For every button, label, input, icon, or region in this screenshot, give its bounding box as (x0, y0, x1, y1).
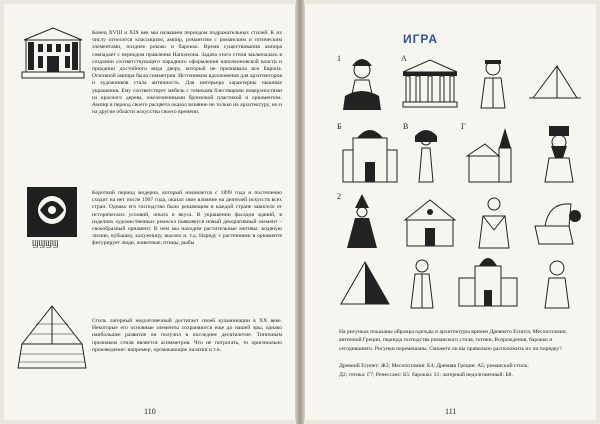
romanesque-church-illustration (401, 196, 459, 248)
camp-style-paragraph: Стиль лагерный недолговечный достигает своей кульминации в XX веке. Некоторые его основные элементы сохраняются еще до нашей эры, однако наибольшее развитие он получил в последнее десятилетие. Типичным признаком стиля является асимметрия. Что не потрогать, то оригинально произведение: например, промокающие палатки и т.п. (92, 318, 282, 353)
art-nouveau-ornament-illustration (26, 186, 78, 248)
answers-line-1: Древний Египет: Ж3; Месопотамия: Е4; Древняя Греция: А5; романский стиль: (339, 363, 529, 369)
illus-label: В (403, 122, 409, 131)
renaissance-lady-illustration (473, 194, 515, 250)
illus-label: Б (337, 122, 342, 131)
baroque-palace-illustration (455, 250, 521, 308)
empire-style-paragraph: Конец XVIII и XIX век мы называем периодом подражательных стилей. К их числу относятся классицизм, ампир, романтизм с романским и готическим элементами, позднее рококо и барокко. Время существования ампира совпадает с периодом правления Наполеона. Задача этого стиля заключалась в создании соответствующего парадного оформления наполеоновской власти и придании достойного вида двору, который не признавала вся Европа. Основной ампира была симметрия. Источником вдохновения для архитекторов и художников стала античность. Для интерьера характерны пышные украшения. Ему соответствует мебель с темными блестящими поверхностями из красного дерева, ожелезненными бронзовой пластикой и орнаментом. Ампир в период своего расцвета оказал влияние не только на архитектуру, но и на другие области искусства своего времени. (92, 30, 282, 116)
book-gutter (296, 0, 304, 424)
pyramid-illustration (339, 258, 391, 308)
art-nouveau-paragraph: Короткий период модерна, который начинается с 1899 года и постепенно сходит на нет после 1907 года, оказал свое влияние на деятелей искусств всех стран. Однако его господство было решающим в каждой стране зависело от исторических условий, опыта и вкуса. В украшении фасадов зданий, в изделиях художественных ремесел появляется новый декоративный элемент – своеобразный орнамент. В нем мы находим растительные мотивы: водяную лилию, кубышку, калужницу, высоко н. т.д. Наряду с растениями в орнаменте фигурирует люди, животные, птицы, рыбы (92, 190, 282, 247)
page-number-left: 110 (144, 407, 156, 416)
game-instructions: На рисунках показаны образцы одежды и архитектуры времен Древнего Египта, Месопотамии, античной Греции, периода господства романского стиля, готики, Возрождения, барокко и сегодняшнего. Рисунки перемешаны. Сможете ли вы правильно расположить их по порядку? (339, 329, 568, 352)
casual-man-illustration (537, 258, 577, 310)
gothic-lady-illustration (341, 194, 383, 250)
gothic-church-illustration (463, 126, 523, 184)
winged-lion-illustration (529, 196, 585, 248)
illus-label: А (401, 54, 407, 63)
greek-temple-illustration (401, 58, 459, 108)
left-page (4, 4, 296, 420)
answers-line-2: Д2; готика: Г7; Ренессанс: Б5: барокко: 31; лагерный недолговечный: Б8. (339, 372, 513, 378)
empire-building-illustration (20, 26, 86, 80)
svg-text:ϢϢϢϢ: ϢϢϢϢ (32, 239, 59, 248)
egyptian-figure-illustration (473, 56, 513, 110)
egyptian-woman-illustration (409, 126, 443, 184)
illus-label: Г (461, 122, 466, 131)
page-number-right: 111 (445, 407, 457, 416)
illus-label: 2 (337, 192, 341, 201)
right-page (304, 4, 596, 420)
mesopotamian-king-illustration (537, 124, 581, 184)
game-title: ИГРА (403, 32, 439, 46)
tent-illustration (16, 302, 88, 374)
baroque-church-illustration (339, 126, 401, 184)
greek-figure-illustration (401, 258, 443, 310)
illus-label: 1 (337, 54, 341, 63)
woman-baroque-illustration (339, 56, 385, 112)
tent-camp-illustration (527, 58, 583, 106)
